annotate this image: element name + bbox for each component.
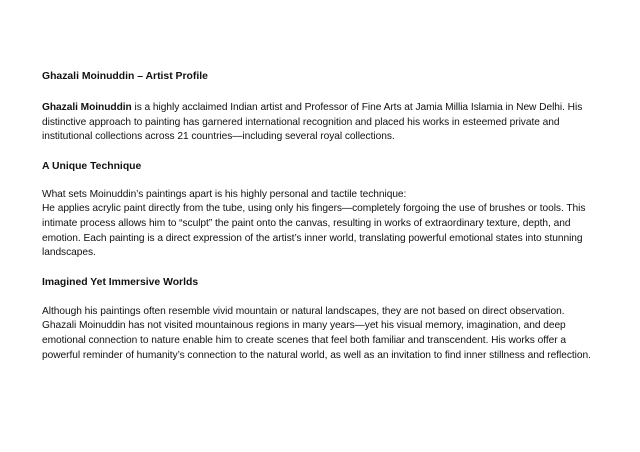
- intro-text: is a highly acclaimed Indian artist and Professor of Fine Arts at Jamia Millia Islamia in New Delhi. His distinctive approach to painting has garnered international recognition and placed his works in esteemed private and institutional collections across 21 countries—including several royal collections.: [42, 102, 583, 143]
- intro-paragraph: [42, 101, 600, 145]
- artist-name: Ghazali Moinuddin: [42, 102, 132, 113]
- page-title: Ghazali Moinuddin – Artist Profile: [42, 71, 208, 82]
- technique-lead: What sets Moinuddin’s paintings apart is his highly personal and tactile technique:: [42, 188, 407, 200]
- section-heading-worlds: Imagined Yet Immersive Worlds: [42, 276, 199, 288]
- worlds-body: Although his paintings often resemble vivid mountain or natural landscapes, they are not based on direct observation. Ghazali Moinuddin has not visited mountainous regions in many years—yet his visual memory, imagination, and deep emotional connection to nature enable him to create scenes that feel both familiar and transcendent. His works offer a powerful reminder of humanity’s connection to the natural world, as well as an invitation to find inner stillness and reflection.: [42, 305, 591, 361]
- technique-body: He applies acrylic paint directly from the tube, using only his fingers—completely forgoing the use of brushes or tools. This intimate process allows him to “sculpt” the paint onto the canvas, resulting in works of extraordinary texture, depth, and emotion. Each painting is a direct expression of the artist’s inner world, translating powerful emotional states into stunning landscapes.: [42, 203, 586, 259]
- section-heading-technique: A Unique Technique: [42, 160, 142, 172]
